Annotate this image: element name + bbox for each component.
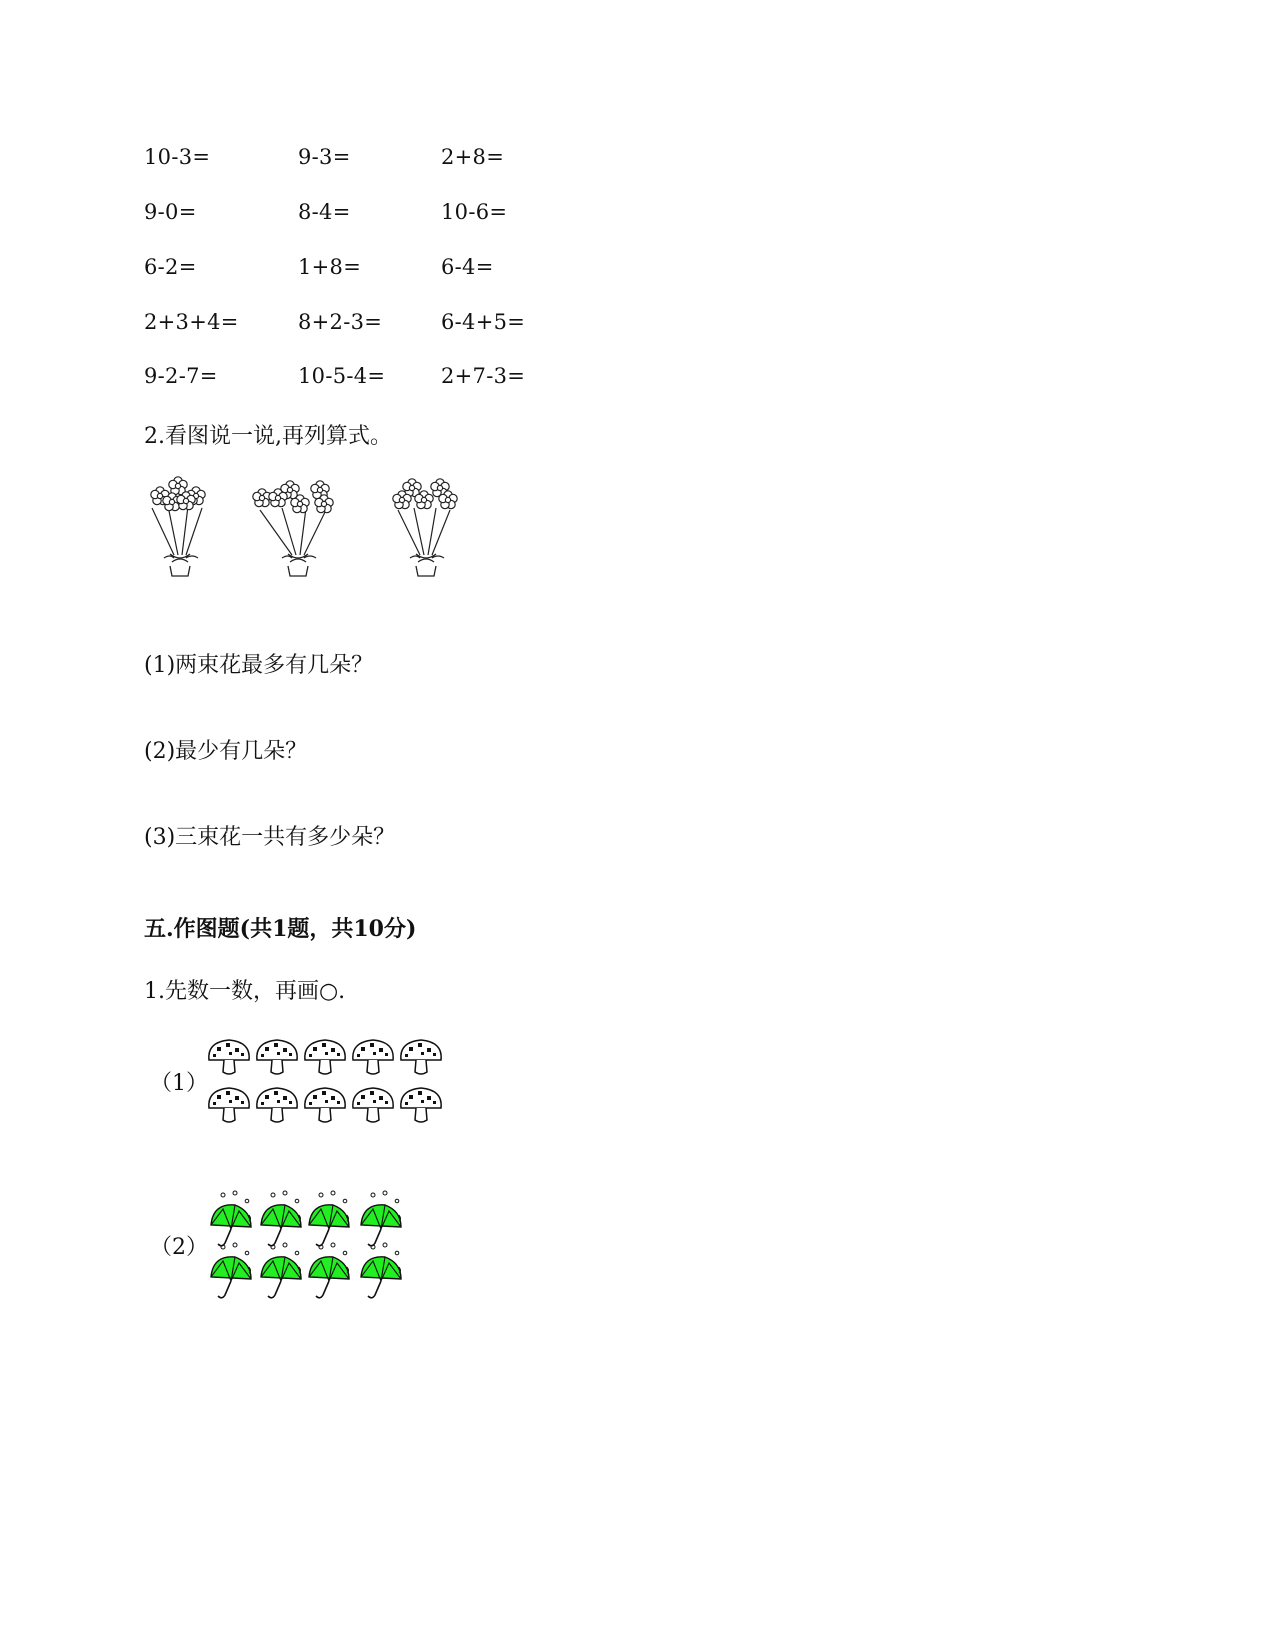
umbrellas-illustration: [205, 1185, 415, 1305]
umbrella-row-1: [211, 1191, 401, 1246]
equation: 2+3+4=: [144, 310, 239, 334]
question-title: 1.先数一数，再画○.: [144, 979, 346, 1004]
mushrooms-illustration: [205, 1030, 450, 1125]
mushroom-icon: [401, 1040, 441, 1074]
equation: 1+8=: [298, 255, 362, 279]
equation: 10-3=: [144, 145, 211, 169]
umbrella-icon: [261, 1243, 301, 1298]
section-heading: 五.作图题(共1题，共10分): [144, 916, 417, 942]
mushroom-icon: [257, 1088, 297, 1122]
umbrella-icon: [211, 1191, 251, 1246]
equation: 10-5-4=: [298, 364, 386, 388]
part-label-1: （1）: [150, 1071, 208, 1096]
mushroom-row-2: [209, 1088, 441, 1122]
umbrella-icon: [261, 1191, 301, 1246]
bouquet-2: [253, 481, 333, 576]
equation: 9-3=: [298, 145, 351, 169]
umbrella-icon: [309, 1191, 349, 1246]
equation: 6-2=: [144, 255, 197, 279]
equation: 9-2-7=: [144, 364, 218, 388]
umbrella-icon: [361, 1243, 401, 1298]
equation: 6-4+5=: [441, 310, 526, 334]
umbrella-icon: [309, 1243, 349, 1298]
umbrella-icon: [211, 1243, 251, 1298]
equation: 6-4=: [441, 255, 494, 279]
question-title: 2.看图说一说,再列算式。: [144, 424, 392, 449]
equation: 10-6=: [441, 200, 508, 224]
bouquets-illustration: [140, 470, 480, 590]
bouquet-1: [151, 477, 205, 576]
equation: 9-0=: [144, 200, 197, 224]
umbrella-row-2: [211, 1243, 401, 1298]
equation: 2+8=: [441, 145, 505, 169]
equation: 2+7-3=: [441, 364, 526, 388]
mushroom-icon: [305, 1040, 345, 1074]
mushroom-icon: [401, 1088, 441, 1122]
part-label-2: （2）: [150, 1235, 208, 1260]
mushroom-icon: [209, 1040, 249, 1074]
umbrella-icon: [361, 1191, 401, 1246]
mushroom-row-1: [209, 1040, 441, 1074]
equation: 8+2-3=: [298, 310, 383, 334]
sub-question-3: (3)三束花一共有多少朵？: [144, 825, 396, 850]
equation: 8-4=: [298, 200, 351, 224]
sub-question-2: (2)最少有几朵？: [144, 739, 308, 764]
mushroom-icon: [353, 1088, 393, 1122]
mushroom-icon: [305, 1088, 345, 1122]
mushroom-icon: [209, 1088, 249, 1122]
bouquet-3: [393, 479, 457, 576]
sub-question-1: (1)两束花最多有几朵？: [144, 653, 374, 678]
mushroom-icon: [353, 1040, 393, 1074]
mushroom-icon: [257, 1040, 297, 1074]
